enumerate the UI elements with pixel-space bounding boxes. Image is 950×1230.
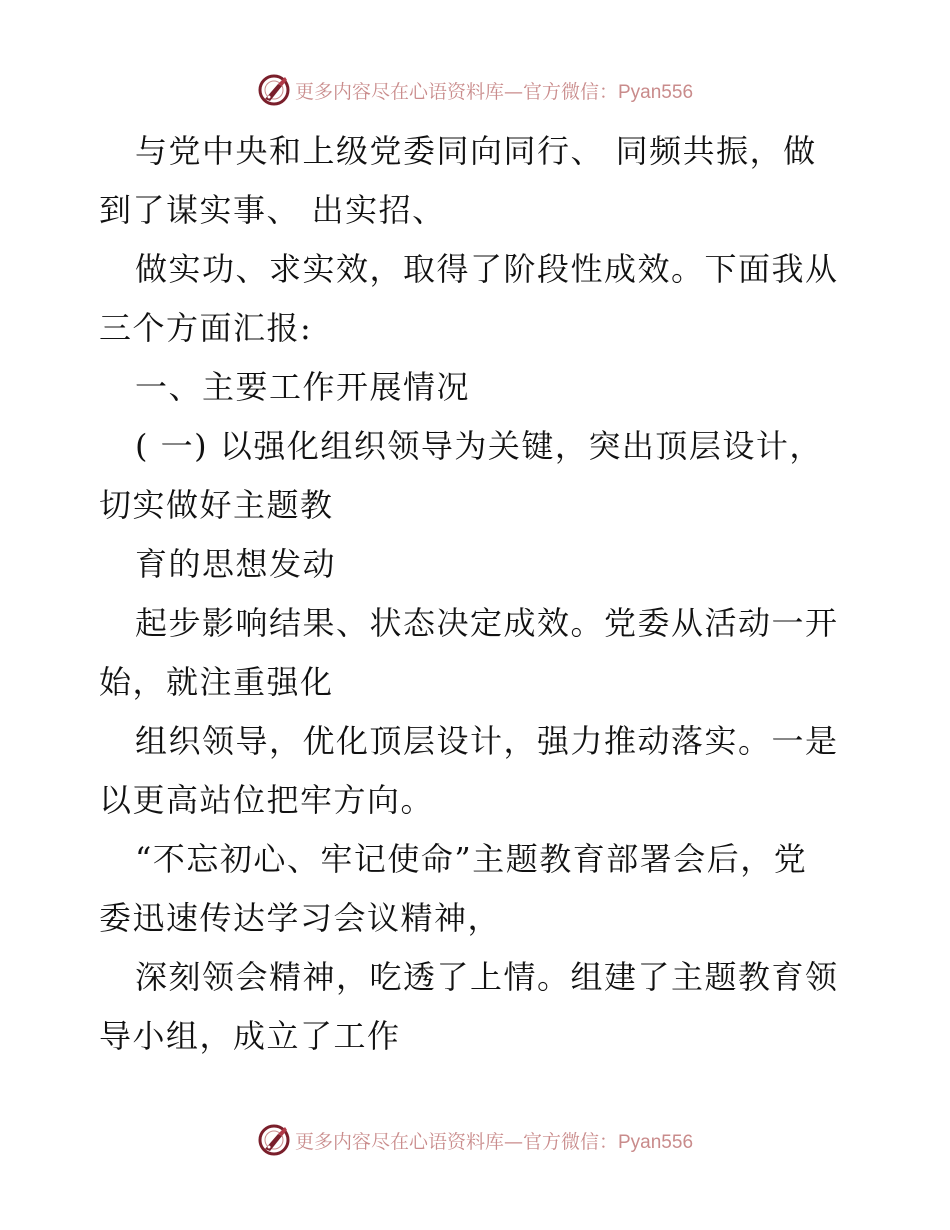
- text-line: 起步影响结果、状态决定成效。党委从活动一开: [135, 604, 839, 642]
- text-line: 与党中央和上级党委同向同行、 同频共振，做: [135, 132, 817, 170]
- text-line: 深刻领会精神，吃透了上情。组建了主题教育领: [135, 958, 839, 996]
- text-line: 三个方面汇报:: [99, 309, 313, 347]
- pen-nib-logo-icon: [257, 1123, 291, 1157]
- section-heading: 一、主要工作开展情况: [135, 368, 471, 406]
- watermark-separator: —: [503, 80, 523, 103]
- text-line: 切实做好主题教: [99, 486, 334, 524]
- text-line: 做实功、求实效，取得了阶段性成效。下面我从: [135, 250, 839, 288]
- watermark-wechat-id: Pyan556: [618, 81, 694, 103]
- header-watermark: [0, 72, 950, 108]
- watermark-wechat-label: 官方微信：: [522, 80, 618, 103]
- subsection-heading: ( 一) 以强化组织领导为关键，突出顶层设计，: [135, 427, 823, 465]
- text-line: 育的思想发动: [135, 545, 337, 583]
- watermark-wechat-id: Pyan556: [618, 1131, 694, 1153]
- text-line: 委迅速传达学习会议精神，: [99, 899, 502, 937]
- footer-watermark: [0, 1122, 950, 1158]
- text-line: 导小组，成立了工作: [99, 1017, 401, 1055]
- text-line: 始，就注重强化: [99, 663, 334, 701]
- pen-nib-logo-icon: [257, 73, 291, 107]
- watermark-site-name: 更多内容尽在心语资料库: [294, 80, 504, 103]
- document-body: [99, 122, 859, 1066]
- text-line: “不忘初心、牢记使命”主题教育部署会后，党: [135, 840, 808, 878]
- text-line: 以更高站位把牢方向。: [99, 781, 435, 819]
- watermark-separator: —: [503, 1130, 523, 1153]
- text-line: 到了谋实事、 出实招、: [99, 191, 446, 229]
- watermark-wechat-label: 官方微信：: [522, 1130, 618, 1153]
- watermark-site-name: 更多内容尽在心语资料库: [294, 1130, 504, 1153]
- text-line: 组织领导，优化顶层设计，强力推动落实。一是: [135, 722, 839, 760]
